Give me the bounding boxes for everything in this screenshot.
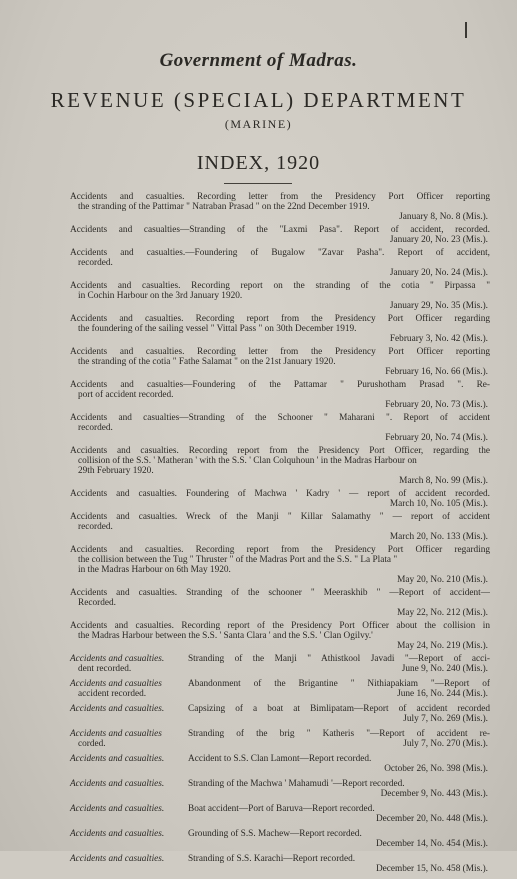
entry-reference: March 10, No. 105 (Mis.). <box>389 499 488 509</box>
index-entry <box>70 729 490 749</box>
entry-reference: June 16, No. 244 (Mis.). <box>397 689 488 699</box>
entry-line: Accident to S.S. Clan Lamont—Report recorded. <box>188 754 372 764</box>
index-entry <box>70 512 490 542</box>
index-entry <box>70 654 490 674</box>
entry-line: Accidents and casualties—Stranding of the "Laxmi Pasa". Report of accident, recorded. <box>70 225 490 235</box>
entry-line: 29th February 1920. <box>78 466 154 476</box>
entry-reference: January 8, No. 8 (Mis.). <box>399 212 488 222</box>
entry-line: Boat accident—Port of Baruva—Report recorded. <box>188 804 375 814</box>
index-entry <box>70 804 490 824</box>
entry-line: in Cochin Harbour on the 3rd January 1920. <box>78 291 243 301</box>
index-entry <box>70 380 490 410</box>
entry-reference: May 22, No. 212 (Mis.). <box>397 608 488 618</box>
entry-line: Accidents and casualties—Stranding of the Schooner " Maharani ". Report of accident <box>70 413 490 423</box>
government-heading: Government of Madras. <box>159 50 358 71</box>
index-entry <box>70 446 490 486</box>
entry-label: Accidents and casualties. <box>70 804 165 814</box>
entry-label: Accidents and casualties <box>70 729 162 739</box>
entry-line: the stranding of the Pattimar " Natraban Prasad " on the 22nd December 1919. <box>78 202 370 212</box>
entry-reference: January 20, No. 24 (Mis.). <box>389 268 488 278</box>
entry-reference: February 20, No. 73 (Mis.). <box>385 400 488 410</box>
entry-reference: January 20, No. 23 (Mis.). <box>389 235 488 245</box>
index-entry <box>70 679 490 699</box>
entry-line: Accidents and casualties. Recording letter from the Presidency Port Officer reporting <box>70 192 490 202</box>
entry-line: Accidents and casualties. Recording letter from the Presidency Port Officer reporting <box>70 347 490 357</box>
entry-line: Stranding of S.S. Karachi—Report recorded. <box>188 854 356 864</box>
entry-label-cont: dent recorded. <box>78 664 132 674</box>
entry-line: recorded. <box>78 423 113 433</box>
index-title: INDEX, 1920 <box>196 152 321 174</box>
index-entry <box>70 621 490 651</box>
entry-line: Accidents and casualties. Recording report of the Presidency Port Officer about the collision in <box>70 621 490 631</box>
entry-line: Accidents and casualties.—Foundering of Bugalow "Zavar Pasha". Report of accident, <box>70 248 490 258</box>
entry-reference: February 16, No. 66 (Mis.). <box>385 367 488 377</box>
index-entry <box>70 854 490 874</box>
entry-line: recorded. <box>78 258 113 268</box>
entry-line: Recorded. <box>78 598 116 608</box>
entry-reference: July 7, No. 270 (Mis.). <box>403 739 488 749</box>
entry-reference: July 7, No. 269 (Mis.). <box>403 714 488 724</box>
entry-label: Accidents and casualties. <box>70 704 165 714</box>
index-entry <box>70 704 490 724</box>
entry-label: Accidents and casualties. <box>70 654 165 664</box>
index-entry <box>70 281 490 311</box>
entry-line: Stranding of the Manji " Athistkool Javadi "—Report of acci- <box>188 654 490 664</box>
entry-reference: January 29, No. 35 (Mis.). <box>389 301 488 311</box>
entry-line: Accidents and casualties. Recording report from the Presidency Port Officer regarding <box>70 314 490 324</box>
entry-line: the foundering of the sailing vessel " Vittal Pass " on 30th December 1919. <box>78 324 357 334</box>
entry-label: Accidents and casualties. <box>70 829 165 839</box>
entry-line: Accidents and casualties—Foundering of the Pattamar " Purushotham Prasad ". Re- <box>70 380 490 390</box>
entry-label-cont: accident recorded. <box>78 689 147 699</box>
index-entry <box>70 347 490 377</box>
entry-label: Accidents and casualties <box>70 679 162 689</box>
index-entry <box>70 489 490 509</box>
entry-line: Accidents and casualties. Stranding of the schooner " Meeraskhib " —Report of accident— <box>70 588 490 598</box>
index-entry <box>70 754 490 774</box>
entry-line: Stranding of the brig " Katheris "—Report of accident re- <box>188 729 490 739</box>
entry-label: Accidents and casualties. <box>70 854 165 864</box>
entry-line: Accidents and casualties. Recording report from the Presidency Port Officer regarding <box>70 545 490 555</box>
entry-line: Abandonment of the Brigantine " Nithiapakiam "—Report of <box>188 679 490 689</box>
index-entry <box>70 225 490 245</box>
entry-reference: February 20, No. 74 (Mis.). <box>385 433 488 443</box>
index-entry <box>70 829 490 849</box>
entry-line: Accidents and casualties. Recording report from the Presidency Port Officer, regarding the <box>70 446 490 456</box>
entry-line: in the Madras Harbour on 6th May 1920. <box>78 565 231 575</box>
entry-reference: December 14, No. 454 (Mis.). <box>375 839 488 849</box>
entry-line: Grounding of S.S. Machew—Report recorded. <box>188 829 362 839</box>
entry-label: Accidents and casualties. <box>70 779 165 789</box>
index-entry <box>70 248 490 278</box>
index-entry <box>70 413 490 443</box>
entry-line: port of accident recorded. <box>78 390 174 400</box>
title-rule <box>224 183 292 184</box>
index-entries <box>70 192 490 879</box>
entry-label: Accidents and casualties. <box>70 754 165 764</box>
index-entry <box>70 588 490 618</box>
index-entry <box>70 545 490 585</box>
index-entry <box>70 192 490 222</box>
entry-line: Capsizing of a boat at Bimlipatam—Report of accident recorded <box>188 704 490 714</box>
entry-line: recorded. <box>78 522 113 532</box>
entry-line: Accidents and casualties. Wreck of the Manji " Killar Salamathy " — report of accident <box>70 512 490 522</box>
index-entry <box>70 779 490 799</box>
entry-reference: May 20, No. 210 (Mis.). <box>397 575 488 585</box>
entry-reference: February 3, No. 42 (Mis.). <box>389 334 488 344</box>
entry-reference: June 9, No. 240 (Mis.). <box>401 664 488 674</box>
index-entry <box>70 314 490 344</box>
entry-reference: May 24, No. 219 (Mis.). <box>397 641 488 651</box>
branch-subtitle: (MARINE) <box>224 117 293 131</box>
entry-reference: October 26, No. 398 (Mis.). <box>384 764 488 774</box>
entry-line: the Madras Harbour between the S.S. ' Santa Clara ' and the S.S. ' Clan Ogilvy.' <box>78 631 373 641</box>
entry-line: the stranding of the cotia " Fathe Salamat " on the 21st January 1920. <box>78 357 336 367</box>
entry-line: Accidents and casualties. Recording report on the stranding of the cotia " Pirpassa " <box>70 281 490 291</box>
entry-line: Stranding of the Machwa ' Mahamudi '—Report recorded. <box>188 779 405 789</box>
margin-mark <box>465 22 467 38</box>
entry-reference: December 9, No. 443 (Mis.). <box>380 789 488 799</box>
entry-line: collision of the S.S. ' Matheran ' with the S.S. ' Clan Colquhoun ' in the Madras Harbour on <box>78 456 417 466</box>
entry-reference: December 20, No. 448 (Mis.). <box>375 814 488 824</box>
entry-reference: March 20, No. 133 (Mis.). <box>389 532 488 542</box>
entry-line: Accidents and casualties. Foundering of Machwa ' Kadry ' — report of accident recorded. <box>70 489 490 499</box>
entry-line: the collision between the Tug " Thruster " of the Madras Port and the S.S. " La Plata " <box>78 555 398 565</box>
entry-reference: March 8, No. 99 (Mis.). <box>399 476 488 486</box>
entry-label-cont: corded. <box>78 739 106 749</box>
entry-reference: December 15, No. 458 (Mis.). <box>375 864 488 874</box>
department-title: REVENUE (SPECIAL) DEPARTMENT <box>50 88 467 112</box>
